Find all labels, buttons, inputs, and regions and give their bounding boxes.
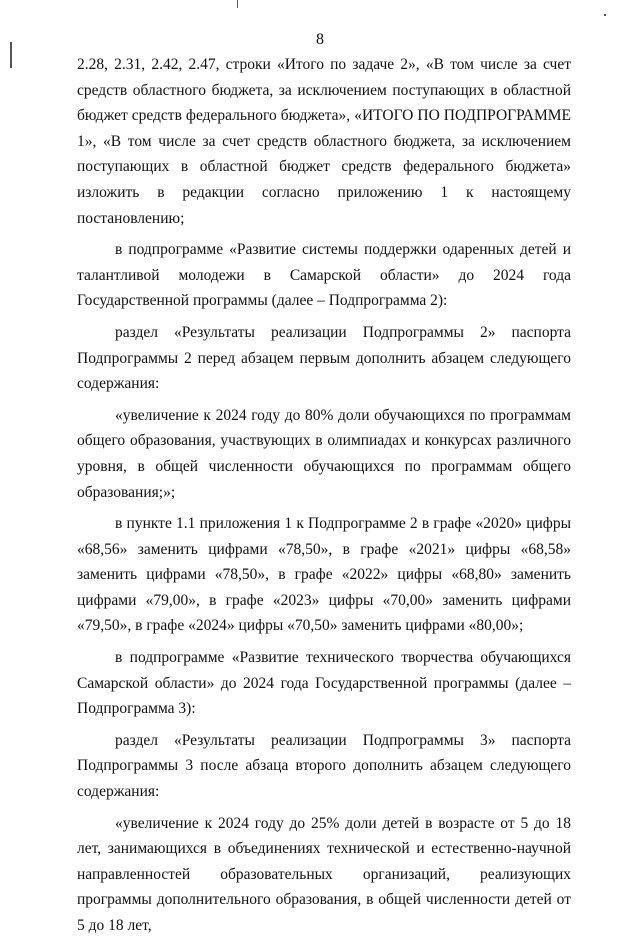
page-number: 8 — [316, 31, 324, 48]
paragraph-figures-replacement: в пункте 1.1 приложения 1 к Подпрограмме 2 в графе «2020» цифры «68,56» заменить цифрами «78,50», в графе «2021» цифры «68,58» заменить цифрами «78,50», в графе «2022» цифры «68,80» заменить цифрами «79,00», в графе «2023» цифры «70,00» заменить цифрами «79,50», в графе «2024» цифры «70,50» заменить цифрами «80,00»; — [77, 515, 571, 635]
paragraph-quote-technical: «увеличение к 2024 году до 25% доли детей в возрасте от 5 до 18 лет, занимающихся в объединениях технической и естественно-научной направленностей образовательных организаций, реализующих программы дополнительного образования, в общей численности детей от 5 до 18 лет, — [77, 814, 571, 934]
scan-artifact-right — [604, 14, 606, 16]
scan-artifact-top — [237, 0, 238, 8]
paragraph-continuation: 2.28, 2.31, 2.42, 2.47, строки «Итого по задаче 2», «В том числе за счет средств областного бюджета, за исключением поступающих в областной бюджет средств федерального бюджета», «ИТОГО ПО ПОДПРОГРАММЕ 1», «В том числе за счет средств областного бюджета, за исключением поступающих в областной бюджет средств федерального бюджета» изложить в редакции согласно приложению 1 к настоящему постановлению; — [77, 56, 571, 227]
paragraph-section-results-3: раздел «Результаты реализации Подпрограммы 3» паспорта Подпрограммы 3 после абзаца второго дополнить абзацем следующего содержания: — [77, 731, 571, 801]
paragraph-subprogram-2-intro: в подпрограмме «Развитие системы поддержки одаренных детей и талантливой молодежи в Самарской области» до 2024 года Государственной программы (далее – Подпрограмма 2): — [77, 241, 571, 310]
paragraph-section-results-2: раздел «Результаты реализации Подпрограммы 2» паспорта Подпрограммы 2 перед абзацем первым дополнить абзацем следующего содержания: — [77, 323, 571, 393]
paragraph-subprogram-3-intro: в подпрограмме «Развитие технического творчества обучающихся Самарской области» до 2024 года Государственной программы (далее – Подпрограмма 3): — [77, 649, 571, 718]
paragraph-quote-olympiads: «увеличение к 2024 году до 80% доли обучающихся по программам общего образования, участвующих в олимпиадах и конкурсах различного уровня, в общей численности обучающихся по программам общего образования;»; — [77, 406, 571, 501]
document-body — [77, 52, 571, 945]
